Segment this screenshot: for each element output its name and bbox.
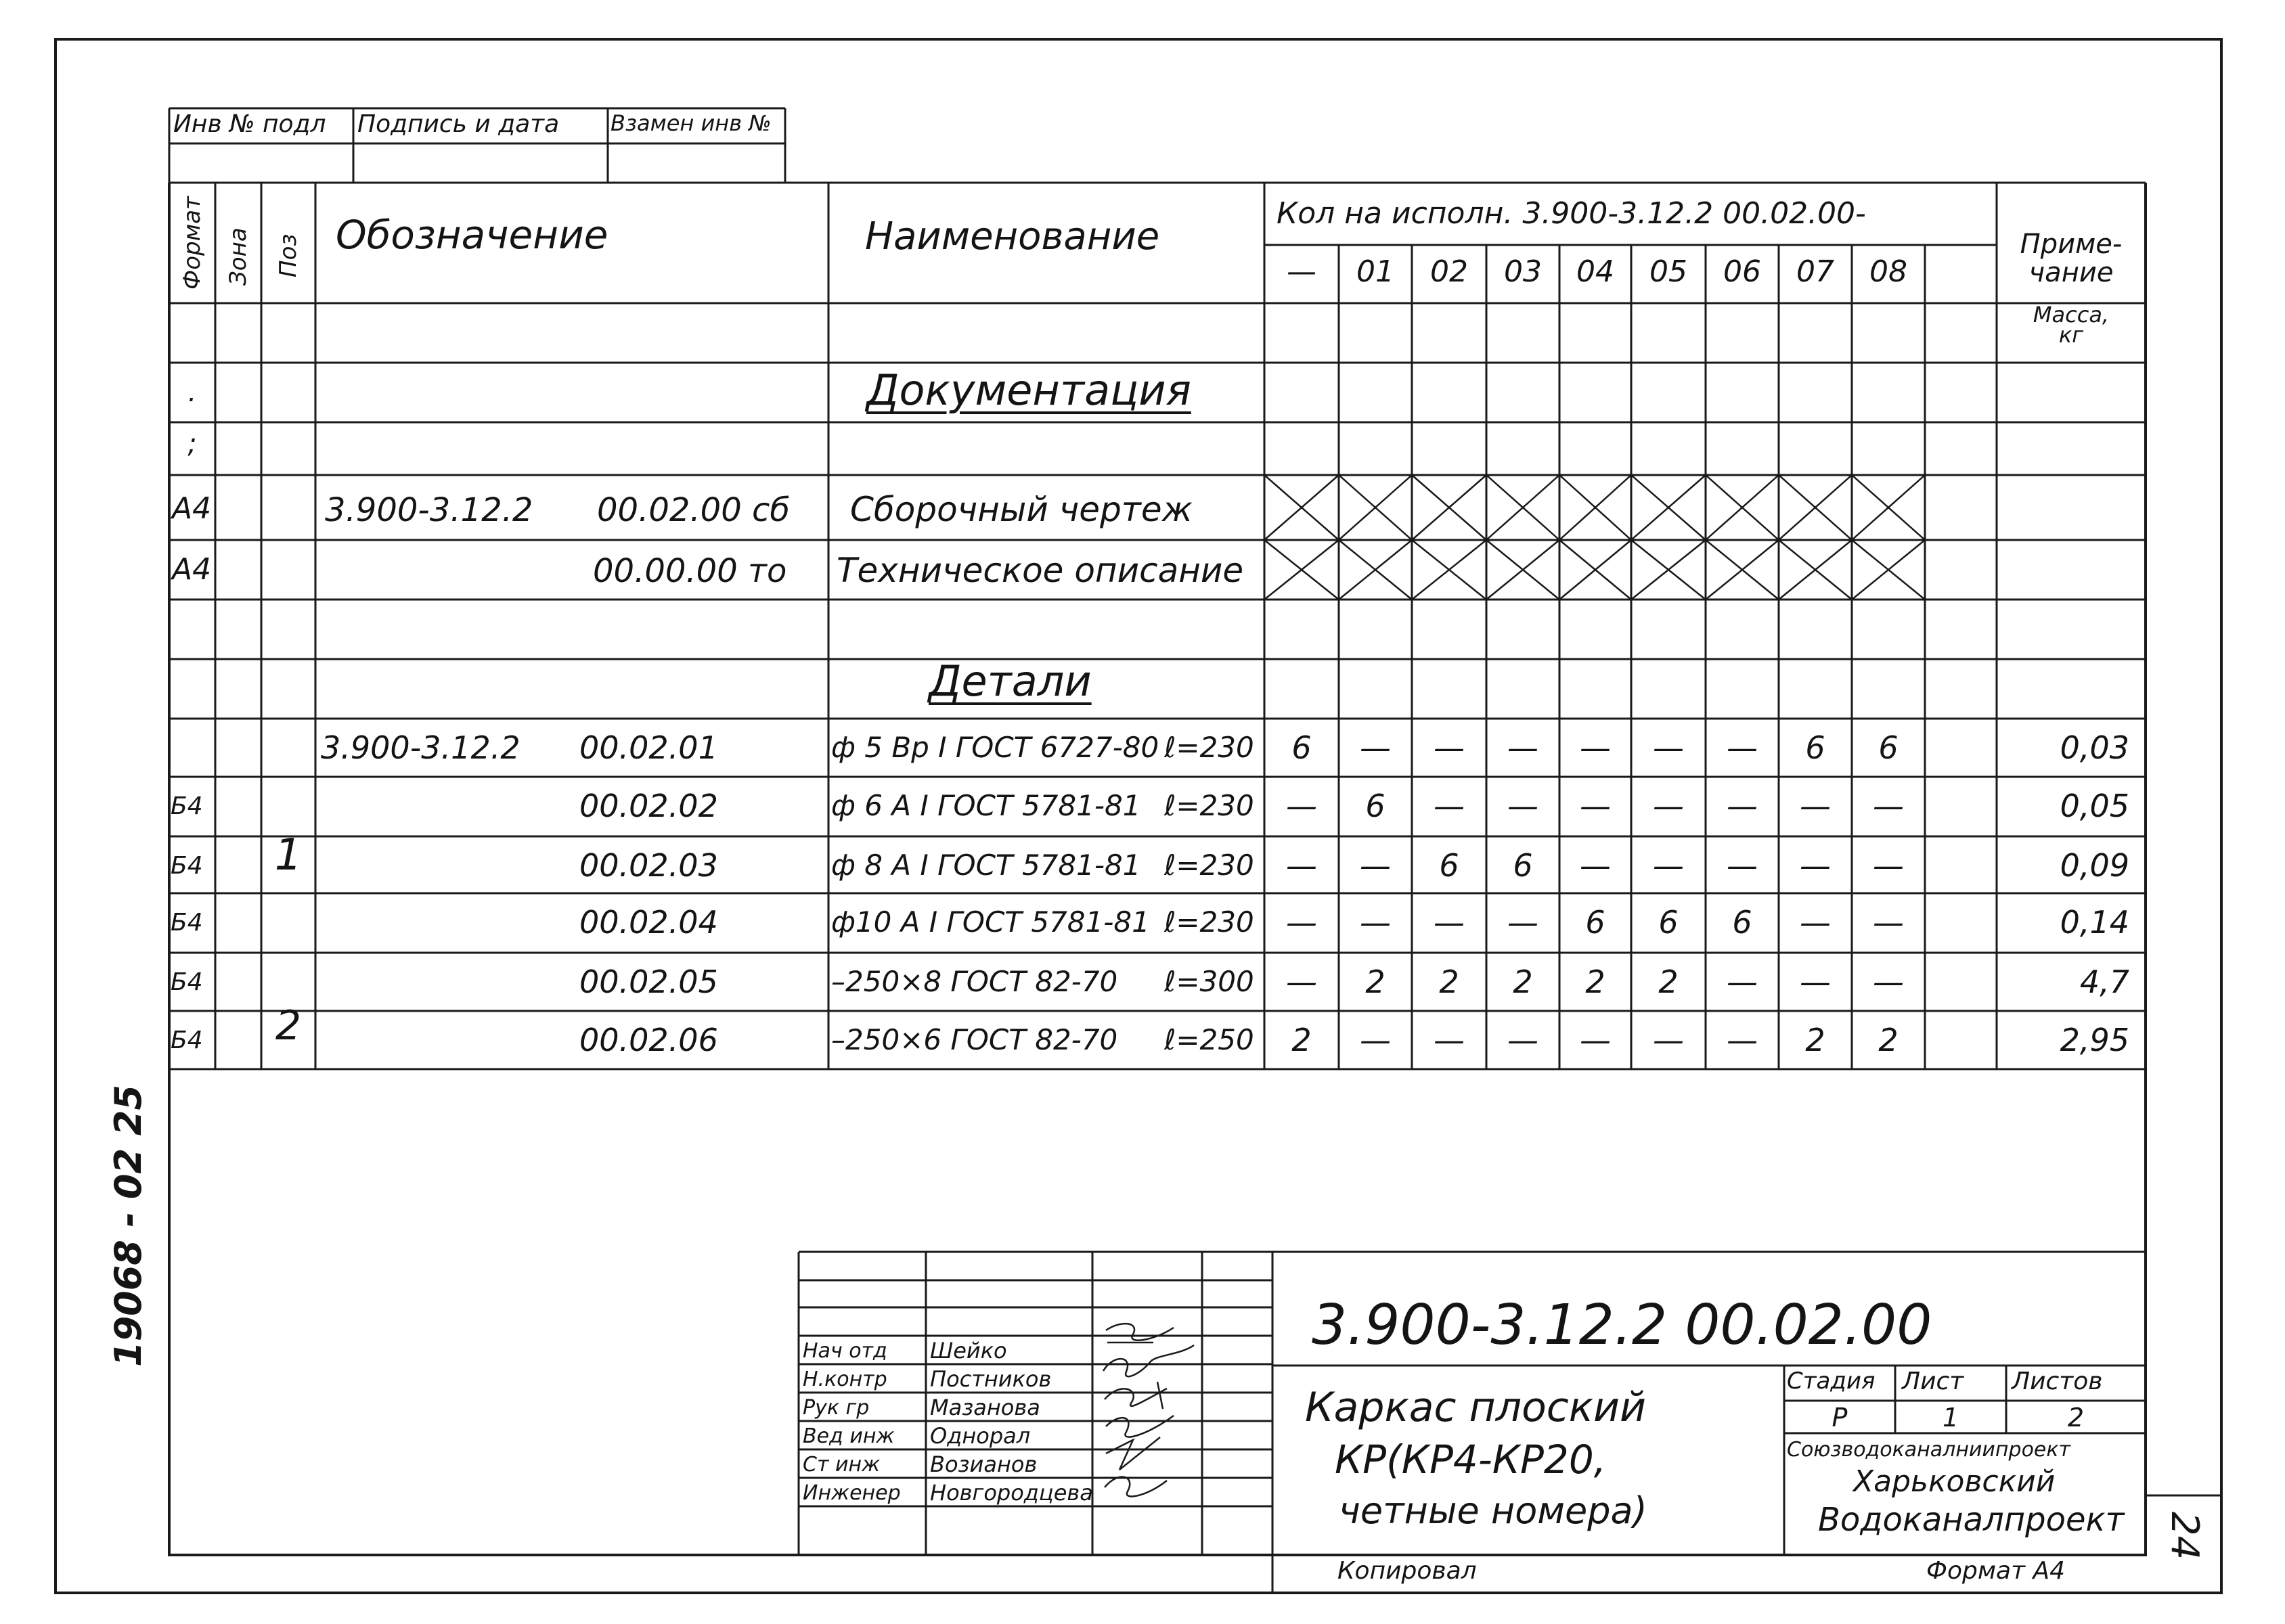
header-format: Формат — [179, 196, 206, 290]
role-label-5: Ст инж — [803, 1453, 881, 1476]
variant-04: 04 — [1576, 254, 1614, 289]
part-row-5-length: ℓ=300 — [1164, 965, 1254, 998]
part-row-6-name: –250×6 ГОСТ 82-70 — [831, 1023, 1118, 1056]
doc-row-2-format: А4 — [172, 552, 212, 587]
title-line-3: четные номера) — [1339, 1489, 1647, 1532]
part-row-5-mass: 4,7 — [2079, 964, 2129, 1000]
signatures — [1092, 1280, 1202, 1508]
part-row-5-oboz-code: 00.02.05 — [579, 964, 718, 1000]
signature-1 — [1106, 1324, 1174, 1343]
part-row-1-qty-9: 6 — [1878, 729, 1899, 766]
variant-07: 07 — [1796, 254, 1834, 289]
part-row-3-qty-3: 6 — [1439, 847, 1459, 884]
section-parts: Детали — [929, 656, 1092, 706]
part-row-6-format: Б4 — [171, 1027, 203, 1054]
variant-02: 02 — [1430, 254, 1468, 289]
part-row-2-oboz-code: 00.02.02 — [579, 788, 718, 824]
role-name-2: Постников — [930, 1366, 1052, 1392]
part-row-1-mass: 0,03 — [2060, 729, 2129, 766]
part-row-5-qty-8: — — [1800, 964, 1831, 1000]
part-row-1-qty-7: — — [1727, 729, 1758, 766]
part-row-3-qty-6: — — [1653, 847, 1684, 884]
part-row-4-qty-6: 6 — [1658, 904, 1679, 941]
variant-08: 08 — [1869, 254, 1907, 289]
part-row-4-mass: 0,14 — [2060, 904, 2129, 941]
part-row-5-qty-3: 2 — [1439, 964, 1459, 1000]
section-docs: Документация — [866, 365, 1191, 415]
role-label-1: Нач отд — [803, 1339, 887, 1363]
header-primechanie: Приме- чание — [2020, 229, 2123, 288]
left-mark-2: ; — [187, 428, 197, 459]
role-label-6: Инженер — [803, 1481, 901, 1505]
part-row-2-name: ф 6 А I ГОСТ 5781-81 — [831, 789, 1141, 822]
doc-row-1-format: А4 — [172, 491, 212, 526]
role-name-4: Однорал — [930, 1423, 1031, 1449]
part-row-5-qty-7: — — [1727, 964, 1758, 1000]
vzamen-label: Взамен инв № — [611, 110, 772, 136]
part-row-5-qty-2: 2 — [1365, 964, 1385, 1000]
part-row-4-qty-3: — — [1434, 904, 1465, 941]
part-row-4-qty-5: 6 — [1585, 904, 1605, 941]
part-row-5-qty-4: 2 — [1513, 964, 1533, 1000]
part-row-2-length: ℓ=230 — [1164, 789, 1254, 822]
sheets-value: 2 — [2067, 1403, 2085, 1433]
part-row-1-qty-6: — — [1653, 729, 1684, 766]
doc-row-2-name: Техническое описание — [837, 551, 1244, 590]
signature-4 — [1106, 1416, 1174, 1437]
part-row-4-qty-8: — — [1800, 904, 1831, 941]
part-row-4-oboz-code: 00.02.04 — [579, 904, 718, 941]
copied-label: Копировал — [1337, 1557, 1477, 1585]
part-row-1-qty-2: — — [1360, 729, 1391, 766]
part-row-6-qty-3: — — [1434, 1022, 1465, 1058]
header-poz: Поз — [275, 233, 302, 277]
part-row-4-name: ф10 А I ГОСТ 5781-81 — [831, 905, 1150, 939]
doc-row-1-oboz-main: 3.900-3.12.2 — [325, 491, 533, 529]
variant-base: — — [1287, 254, 1316, 289]
left-mark-1: . — [187, 377, 197, 408]
part-row-3-format: Б4 — [171, 852, 203, 880]
part-row-2-qty-1: — — [1286, 788, 1317, 824]
part-row-3-oboz-code: 00.02.03 — [579, 847, 718, 884]
part-row-5-qty-6: 2 — [1658, 964, 1679, 1000]
doc-row-1-name: Сборочный чертеж — [850, 490, 1193, 529]
part-row-1-qty-8: 6 — [1805, 729, 1825, 766]
part-row-1-qty-1: 6 — [1291, 729, 1312, 766]
part-row-5-name: –250×8 ГОСТ 82-70 — [831, 965, 1118, 998]
part-row-4-qty-4: — — [1507, 904, 1538, 941]
part-row-6-qty-2: — — [1360, 1022, 1391, 1058]
part-row-5-qty-9: — — [1873, 964, 1904, 1000]
signature-5 — [1106, 1437, 1160, 1470]
header-oboznachenie: Обозначение — [336, 212, 608, 258]
variant-03: 03 — [1504, 254, 1542, 289]
crossed-cells — [1264, 475, 1925, 600]
part-row-5-qty-5: 2 — [1585, 964, 1605, 1000]
part-row-2-qty-3: — — [1434, 788, 1465, 824]
signature-2 — [1103, 1345, 1194, 1376]
stage-value: Р — [1832, 1403, 1848, 1433]
part-row-3-qty-5: — — [1580, 847, 1611, 884]
part-row-2-mass: 0,05 — [2060, 788, 2129, 824]
part-row-2-qty-7: — — [1727, 788, 1758, 824]
doc-row-1-oboz-code: 00.02.00 сб — [597, 491, 790, 529]
part-row-2-qty-8: — — [1800, 788, 1831, 824]
header-kol-group: Кол на исполн. 3.900-3.12.2 00.02.00- — [1277, 196, 1866, 231]
org-line-3: Водоканалпроект — [1818, 1501, 2125, 1539]
part-row-6-qty-6: — — [1653, 1022, 1684, 1058]
variant-05: 05 — [1649, 254, 1687, 289]
designation: 3.900-3.12.2 00.02.00 — [1312, 1293, 1932, 1357]
part-row-3-qty-2: — — [1360, 847, 1391, 884]
part-row-1-length: ℓ=230 — [1164, 731, 1254, 764]
part-row-3-mass: 0,09 — [2060, 847, 2129, 884]
sheets-label: Листов — [2012, 1368, 2103, 1395]
org-line-2: Харьковский — [1853, 1464, 2056, 1499]
position-2: 2 — [275, 1002, 302, 1050]
title-line-2: КР(КР4-КР20, — [1335, 1437, 1607, 1483]
part-row-6-oboz-code: 00.02.06 — [579, 1022, 718, 1058]
header-zona: Зона — [225, 227, 252, 286]
role-name-5: Возианов — [930, 1451, 1038, 1477]
part-row-2-qty-4: — — [1507, 788, 1538, 824]
signature-6 — [1105, 1477, 1167, 1497]
part-row-2-format: Б4 — [171, 792, 203, 820]
role-name-1: Шейко — [930, 1338, 1007, 1363]
org-line-1: Союзводоканалниипроект — [1787, 1438, 2070, 1462]
part-row-3-name: ф 8 А I ГОСТ 5781-81 — [831, 849, 1141, 882]
inv-podl-label: Инв № подл — [173, 110, 326, 138]
header-naimenovanie: Наименование — [865, 215, 1160, 258]
part-row-1-qty-5: — — [1580, 729, 1611, 766]
part-row-3-qty-7: — — [1727, 847, 1758, 884]
part-row-1-qty-3: — — [1434, 729, 1465, 766]
sheet-label: Лист — [1902, 1368, 1964, 1395]
role-label-4: Вед инж — [803, 1424, 895, 1448]
variant-06: 06 — [1723, 254, 1761, 289]
part-row-3-qty-8: — — [1800, 847, 1831, 884]
part-row-6-qty-7: — — [1727, 1022, 1758, 1058]
margin-archive-id: 19068 - 02 25 — [107, 1085, 150, 1367]
part-row-1-oboz-main: 3.900-3.12.2 — [321, 729, 520, 766]
role-label-3: Рук гр — [803, 1396, 870, 1420]
title-line-1: Каркас плоский — [1305, 1384, 1647, 1431]
role-name-3: Мазанова — [930, 1395, 1040, 1420]
part-row-6-qty-5: — — [1580, 1022, 1611, 1058]
part-row-2-qty-5: — — [1580, 788, 1611, 824]
part-row-1-qty-4: — — [1507, 729, 1538, 766]
part-row-6-length: ℓ=250 — [1164, 1023, 1254, 1056]
part-row-6-mass: 2,95 — [2060, 1022, 2129, 1058]
part-row-2-qty-6: — — [1653, 788, 1684, 824]
role-name-6: Новгородцева — [930, 1480, 1093, 1506]
part-row-6-qty-9: 2 — [1878, 1022, 1899, 1058]
part-row-5-format: Б4 — [171, 968, 203, 996]
part-row-6-qty-8: 2 — [1805, 1022, 1825, 1058]
part-row-2-qty-9: — — [1873, 788, 1904, 824]
part-row-2-qty-2: 6 — [1365, 788, 1385, 824]
part-row-1-name: ф 5 Вр I ГОСТ 6727-80 — [831, 731, 1159, 764]
part-row-3-qty-1: — — [1286, 847, 1317, 884]
part-row-3-length: ℓ=230 — [1164, 849, 1254, 882]
part-row-4-qty-9: — — [1873, 904, 1904, 941]
position-1: 1 — [274, 830, 303, 880]
part-row-4-qty-7: 6 — [1732, 904, 1752, 941]
part-row-4-length: ℓ=230 — [1164, 905, 1254, 939]
part-row-1-oboz-code: 00.02.01 — [579, 729, 718, 766]
part-row-3-qty-4: 6 — [1513, 847, 1533, 884]
part-row-6-qty-1: 2 — [1291, 1022, 1312, 1058]
part-row-5-qty-1: — — [1286, 964, 1317, 1000]
sheet-value: 1 — [1942, 1403, 1959, 1433]
signature-3 — [1105, 1382, 1167, 1409]
role-label-2: Н.контр — [803, 1368, 887, 1391]
format-label: Формат А4 — [1926, 1557, 2066, 1585]
part-row-3-qty-9: — — [1873, 847, 1904, 884]
part-row-4-format: Б4 — [171, 909, 203, 937]
variant-01: 01 — [1356, 254, 1394, 289]
doc-row-2-oboz-code: 00.00.00 то — [593, 552, 787, 590]
part-row-6-qty-4: — — [1507, 1022, 1538, 1058]
part-row-4-qty-2: — — [1360, 904, 1391, 941]
podpis-data-label: Подпись и дата — [357, 110, 560, 138]
stage-label: Стадия — [1787, 1368, 1876, 1395]
page-number: 24 — [2162, 1512, 2206, 1560]
header-massa: Масса, кг — [2033, 302, 2110, 348]
part-row-4-qty-1: — — [1286, 904, 1317, 941]
